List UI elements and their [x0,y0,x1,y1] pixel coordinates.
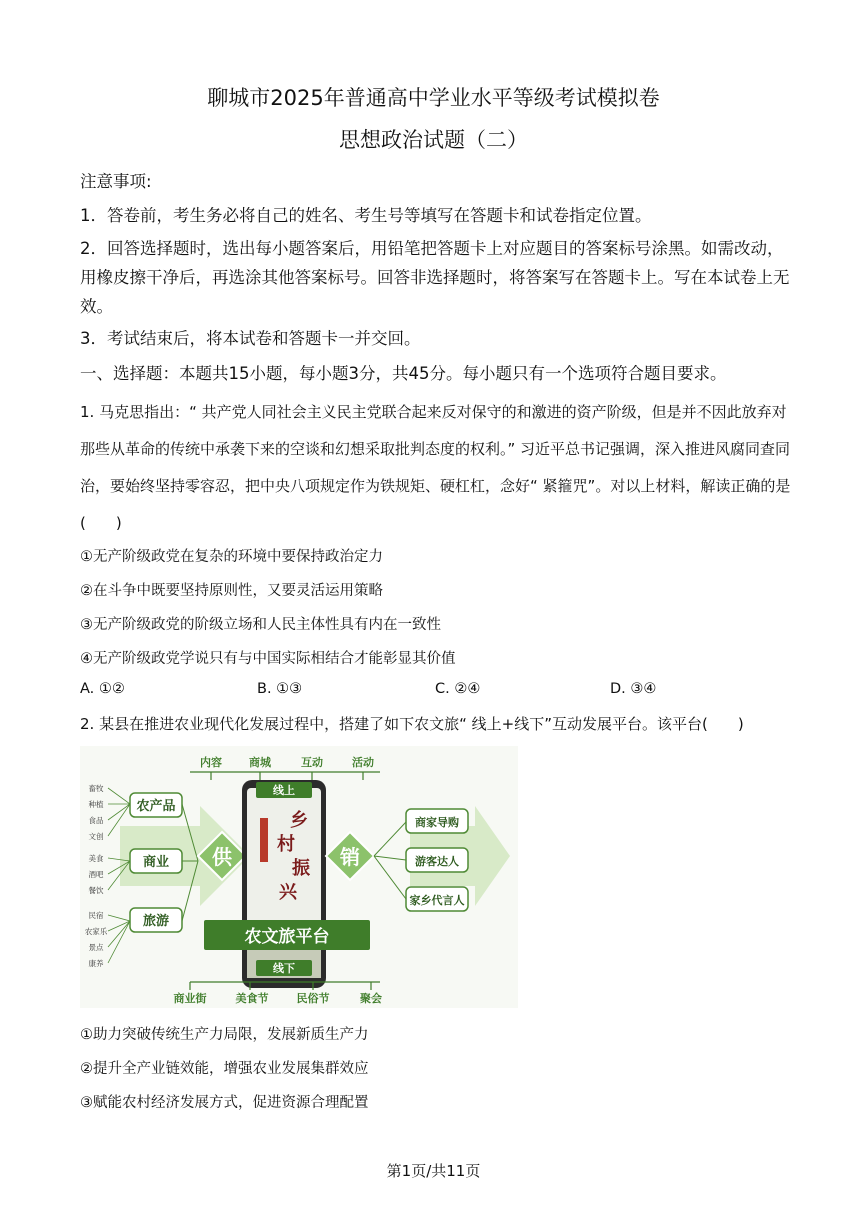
q2-option-2: ②提升全产业链效能，增强农业发展集群效应 [80,1061,369,1077]
right-box-label: 商家导购 [415,816,459,829]
platform-label: 农文旅平台 [244,927,330,947]
platform-diagram [80,746,518,1008]
q1-answer-c: C. ②④ [435,681,481,697]
notes-heading: 注意事项: [80,172,152,191]
diagram-small-label: 酒吧 [88,870,104,879]
section-1-heading: 一、选择题：本题共15小题，每小题3分，共45分。每小题只有一个选项符合题目要求。 [80,364,727,383]
diagram-top-label: 内容 [200,756,222,769]
q1-option-3: ③无产阶级政党的阶级立场和人民主体性具有内在一致性 [80,617,441,633]
phone-text-3: 振 [292,858,310,879]
diagram-bottom-label: 美食节 [235,992,269,1005]
offline-label: 线下 [273,962,295,975]
diagram-small-label: 食品 [88,816,104,825]
diagram-small-label: 餐饮 [88,886,104,895]
diagram-top-label: 商城 [249,756,271,769]
phone-text-4: 兴 [279,882,297,903]
title-line-1: 聊城市2025年普通高中学业水平等级考试模拟卷 [207,86,660,110]
diagram-top-label: 互动 [301,756,323,769]
diagram-small-label: 康养 [88,959,104,968]
question-2-stem: 2. 某县在推进农业现代化发展过程中，搭建了如下农文旅“ 线上+线下”互动发展平台。该平台( ) [80,715,744,733]
diagram-bottom-label: 民俗节 [296,992,330,1005]
left-box-label: 旅游 [142,914,170,929]
diagram-small-label: 美食 [88,854,104,863]
phone-text-2: 村 [277,834,295,855]
q1-answer-b: B. ①③ [257,681,303,697]
phone-text-1: 乡 [290,810,308,831]
diagram-small-label: 文创 [88,832,104,841]
q1-option-1: ①无产阶级政党在复杂的环境中要保持政治定力 [80,549,383,565]
q1-option-4: ④无产阶级政党学说只有与中国实际相结合才能彰显其价值 [80,651,456,667]
diagram-small-label: 农家乐 [84,927,108,936]
title-line-2: 思想政治试题（二） [339,128,528,152]
diagram-top-label: 活动 [352,756,374,769]
diagram-small-label: 种植 [88,800,104,809]
page-footer: 第1页/共11页 [386,1162,481,1180]
q2-option-1: ①助力突破传统生产力局限，发展新质生产力 [80,1027,369,1043]
question-1-stem: 1. 马克思指出：“ 共产党人同社会主义民主党联合起来反对保守的和激进的资产阶级，但是并不因此放弃对那些从革命的传统中承袭下来的空谈和幻想采取批判态度的权利。” 习近平总书记强调，深入推进风腐同查同治，要始终坚持零容忍，把中央八项规定作为铁规矩、硬杠杠，念好“ 紧箍咒”。对以上材料，解读正确的是( ) [80,403,791,532]
diagram-small-label: 景点 [88,943,104,952]
note-item-3: 3．考试结束后，将本试卷和答题卡一并交回。 [80,329,421,348]
online-label: 线上 [273,784,295,797]
right-box-label: 家乡代言人 [409,894,465,907]
sales-label: 销 [340,845,360,869]
left-box-label: 商业 [142,855,170,870]
diagram-bottom-label: 聚会 [360,992,382,1005]
diagram-bottom-label: 商业街 [173,992,207,1005]
note-item-2: 2．回答选择题时，选出每小题答案后，用铅笔把答题卡上对应题目的答案标号涂黑。如需改动，用橡皮擦干净后，再选涂其他答案标号。回答非选择题时，将答案写在答题卡上。写在本试卷上无效。 [80,239,790,316]
q1-answer-d: D. ③④ [610,681,657,697]
supply-label: 供 [212,845,232,869]
diagram-small-label: 畜牧 [88,784,104,793]
note-item-1: 1．答卷前，考生务必将自己的姓名、考生号等填写在答题卡和试卷指定位置。 [80,206,652,225]
left-box-label: 农产品 [136,799,176,814]
diagram-small-label: 民宿 [88,911,104,920]
right-box-label: 游客达人 [415,855,459,868]
q1-answer-a: A. ①② [80,681,125,697]
q2-option-3: ③赋能农村经济发展方式，促进资源合理配置 [80,1095,369,1111]
q1-option-2: ②在斗争中既要坚持原则性，又要灵活运用策略 [80,583,383,599]
